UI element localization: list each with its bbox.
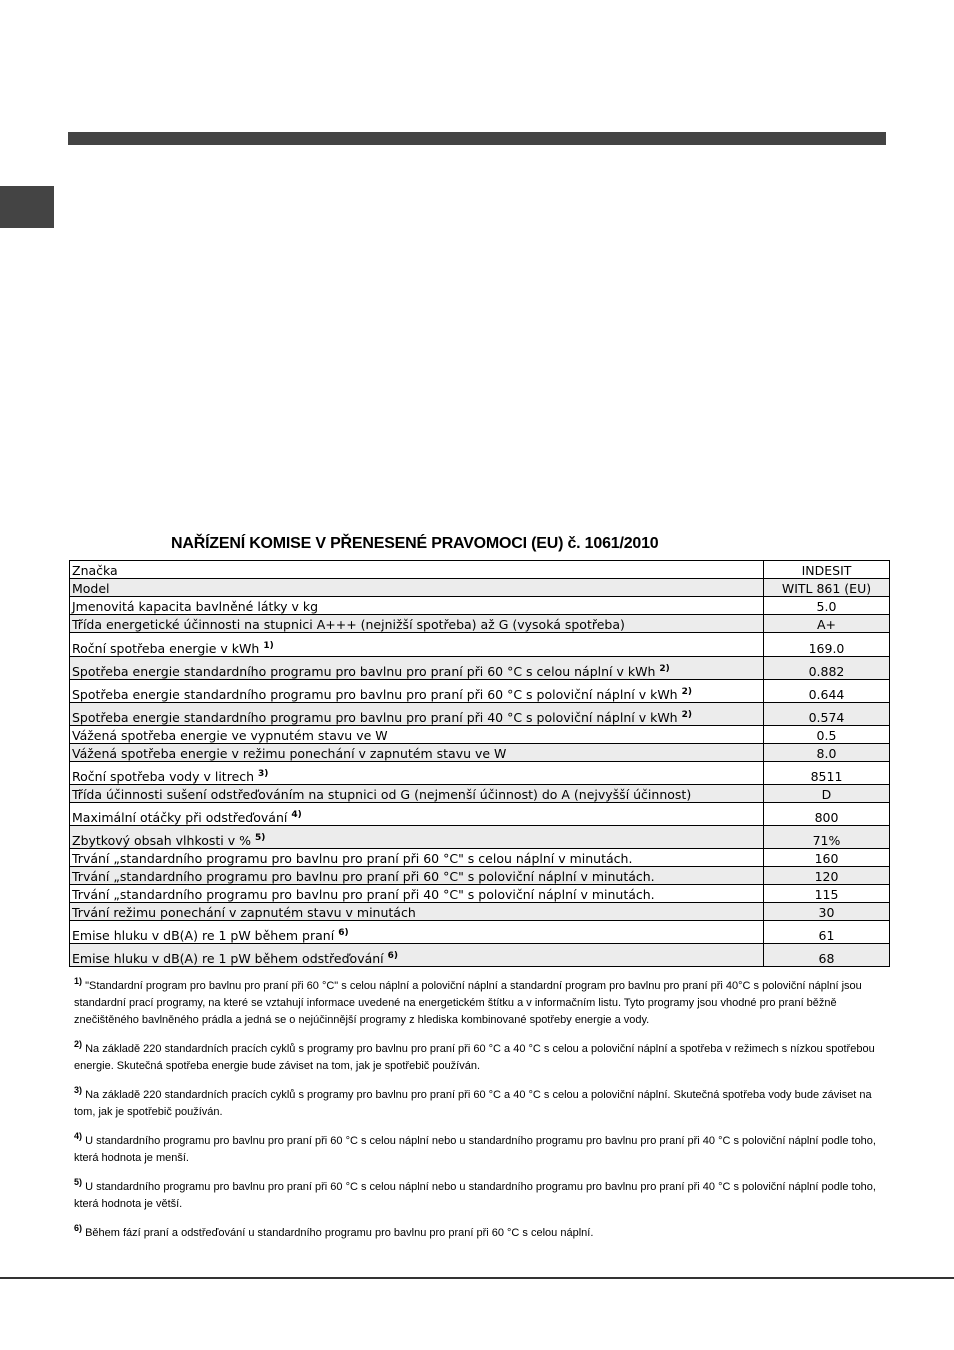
row-label [70, 785, 764, 803]
row-label [70, 579, 764, 597]
row-label-text: Roční spotřeba vody v litrech [72, 769, 255, 784]
row-value: 30 [764, 903, 890, 921]
table-row [70, 597, 890, 615]
row-label [70, 680, 764, 703]
table-row [70, 903, 890, 921]
row-value: 0.644 [764, 680, 890, 703]
row-label-text: Roční spotřeba energie v kWh [72, 641, 260, 656]
row-value: D [764, 785, 890, 803]
footnote-text: U standardního programu pro bavlnu pro praní při 60 °C s celou náplní nebo u standardního programu pro bavlnu pro praní při 40 °C s poloviční náplní podle toho, která hodnota je větší. [74, 1181, 876, 1210]
row-value: 8511 [764, 762, 890, 785]
table-row [70, 762, 890, 785]
row-value: A+ [764, 615, 890, 633]
footnote-text: U standardního programu pro bavlnu pro praní při 60 °C s celou náplní nebo u standardního programu pro bavlnu pro praní při 40 °C s poloviční náplní podle toho, která hodnota je menší. [74, 1135, 876, 1164]
row-label-text: Maximální otáčky při odstřeďování [72, 810, 288, 825]
row-label-text: Třída účinnosti sušení odstřeďováním na stupnici od G (nejmenší účinnost) do A (nejvyšší účinnost) [72, 787, 692, 802]
table-row [70, 826, 890, 849]
row-label-text: Třída energetické účinnosti na stupnici A+++ (nejnižší spotřeba) až G (vysoká spotřeba) [72, 617, 625, 632]
row-value: 160 [764, 849, 890, 867]
footnote-ref: 3) [258, 769, 269, 779]
row-label [70, 726, 764, 744]
footnote-ref: 5) [254, 833, 266, 843]
table-row [70, 885, 890, 903]
row-value: 120 [764, 867, 890, 885]
row-label [70, 867, 764, 885]
table-row [70, 726, 890, 744]
table-row [70, 744, 890, 762]
footnote [74, 1133, 886, 1167]
table-row [70, 867, 890, 885]
row-label [70, 561, 764, 579]
row-label [70, 849, 764, 867]
row-label-text: Trvání „standardního programu pro bavlnu pro praní při 60 °C" s poloviční náplní v minutách. [72, 869, 655, 884]
row-value: 0.5 [764, 726, 890, 744]
row-label [70, 903, 764, 921]
row-label-text: Vážená spotřeba energie v režimu ponechání v zapnutém stavu ve W [72, 746, 507, 761]
row-label-text: Emise hluku v dB(A) re 1 pW během odstřeďování [72, 951, 384, 966]
table-row [70, 561, 890, 579]
header-rule [68, 132, 886, 145]
footnote-mark: 5) [74, 1177, 83, 1187]
row-label-text: Spotřeba energie standardního programu pro bavlnu pro praní při 60 °C s celou náplní v kWh [72, 664, 656, 679]
row-label [70, 921, 764, 944]
language-tab-marker [0, 186, 54, 228]
table-row [70, 703, 890, 726]
footnote [74, 1225, 886, 1242]
row-value: 61 [764, 921, 890, 944]
row-label-text: Spotřeba energie standardního programu pro bavlnu pro praní při 40 °C s poloviční náplní v kWh [72, 710, 678, 725]
footnote-text: Na základě 220 standardních pracích cyklů s programy pro bavlnu pro praní při 60 °C a 40 °C s celou a poloviční náplní. Skutečná spotřeba vody bude záviset na tom, jak je spotřebič používán. [74, 1089, 872, 1118]
row-label [70, 615, 764, 633]
table-row [70, 657, 890, 680]
footnote-mark: 2) [74, 1039, 83, 1049]
product-fiche-table [69, 560, 890, 967]
table-row [70, 633, 890, 657]
row-value: 0.574 [764, 703, 890, 726]
footnote-text: Během fází praní a odstřeďování u standardního programu pro bavlnu pro praní při 60 °C s celou náplní. [85, 1227, 594, 1239]
table-row [70, 615, 890, 633]
row-label-text: Trvání „standardního programu pro bavlnu pro praní při 60 °C" s celou náplní v minutách. [72, 851, 633, 866]
row-label [70, 762, 764, 785]
row-value: 169.0 [764, 633, 890, 657]
row-value: INDESIT [764, 561, 890, 579]
row-label [70, 744, 764, 762]
footnote-mark: 6) [74, 1223, 83, 1233]
row-value: 68 [764, 944, 890, 967]
row-label [70, 633, 764, 657]
row-label-text: Emise hluku v dB(A) re 1 pW během praní [72, 928, 335, 943]
footnote [74, 1087, 886, 1121]
row-value: WITL 861 (EU) [764, 579, 890, 597]
table-row [70, 785, 890, 803]
regulation-title: NAŘÍZENÍ KOMISE V PŘENESENÉ PRAVOMOCI (EU) č. 1061/2010 [171, 535, 659, 552]
row-value: 8.0 [764, 744, 890, 762]
table-row [70, 944, 890, 967]
table-row [70, 680, 890, 703]
row-label [70, 944, 764, 967]
row-label [70, 703, 764, 726]
footnote-text: Na základě 220 standardních pracích cyklů s programy pro bavlnu pro praní při 60 °C a 40 °C s celou a poloviční náplní a spotřeba v režimech s nízkou spotřebou energie. Skutečná spotřeba energie bude záviset na tom, jak je spotřebič používán. [74, 1043, 875, 1072]
table-row [70, 849, 890, 867]
row-value: 0.882 [764, 657, 890, 680]
footnote [74, 1041, 886, 1075]
row-value: 71% [764, 826, 890, 849]
row-value: 800 [764, 803, 890, 826]
footnote-mark: 3) [74, 1085, 83, 1095]
footnote-mark: 4) [74, 1131, 83, 1141]
footnote-ref: 6) [387, 951, 399, 961]
row-label [70, 657, 764, 680]
footnote [74, 978, 886, 1029]
row-label-text: Trvání „standardního programu pro bavlnu pro praní při 40 °C" s poloviční náplní v minutách. [72, 887, 655, 902]
footnote-ref: 6) [338, 928, 349, 938]
row-label-text: Zbytkový obsah vlhkosti v % [72, 833, 251, 848]
row-label-text: Spotřeba energie standardního programu pro bavlnu pro praní při 60 °C s poloviční náplní v kWh [72, 687, 678, 702]
row-value: 5.0 [764, 597, 890, 615]
footnote-ref: 2) [659, 664, 670, 674]
footnote-mark: 1) [74, 976, 83, 986]
row-label-text: Vážená spotřeba energie ve vypnutém stavu ve W [72, 728, 388, 743]
footnote-text: "Standardní program pro bavlnu pro praní při 60 °C" s celou náplní a poloviční náplní a standardní program pro bavlnu pro praní při 40°C s poloviční náplní jsou standardní prací programy, na které se vztahují informace uvedené na energetickém štítku a v informačním listu. Tyto programy jsou vhodné pro praní běžně znečištěného bavlněného prádla a jedná se o nejúčinnější programy z hlediska kombinované spotřeby energie a vody. [74, 980, 862, 1026]
row-label-text: Značka [72, 563, 118, 578]
row-label [70, 803, 764, 826]
footnote-ref: 4) [291, 810, 302, 820]
row-label-text: Model [72, 581, 110, 596]
table-row [70, 803, 890, 826]
footer-rule [0, 1277, 954, 1279]
row-label-text: Trvání režimu ponechání v zapnutém stavu v minutách [72, 905, 416, 920]
row-label [70, 885, 764, 903]
table-row [70, 579, 890, 597]
footnote-ref: 2) [681, 687, 692, 697]
footnote [74, 1179, 886, 1213]
row-label [70, 826, 764, 849]
footnote-ref: 2) [681, 710, 692, 720]
footnote-ref: 1) [263, 641, 274, 651]
row-label-text: Jmenovitá kapacita bavlněné látky v kg [72, 599, 319, 614]
row-value: 115 [764, 885, 890, 903]
footnotes [74, 978, 886, 1242]
table-row [70, 921, 890, 944]
row-label [70, 597, 764, 615]
